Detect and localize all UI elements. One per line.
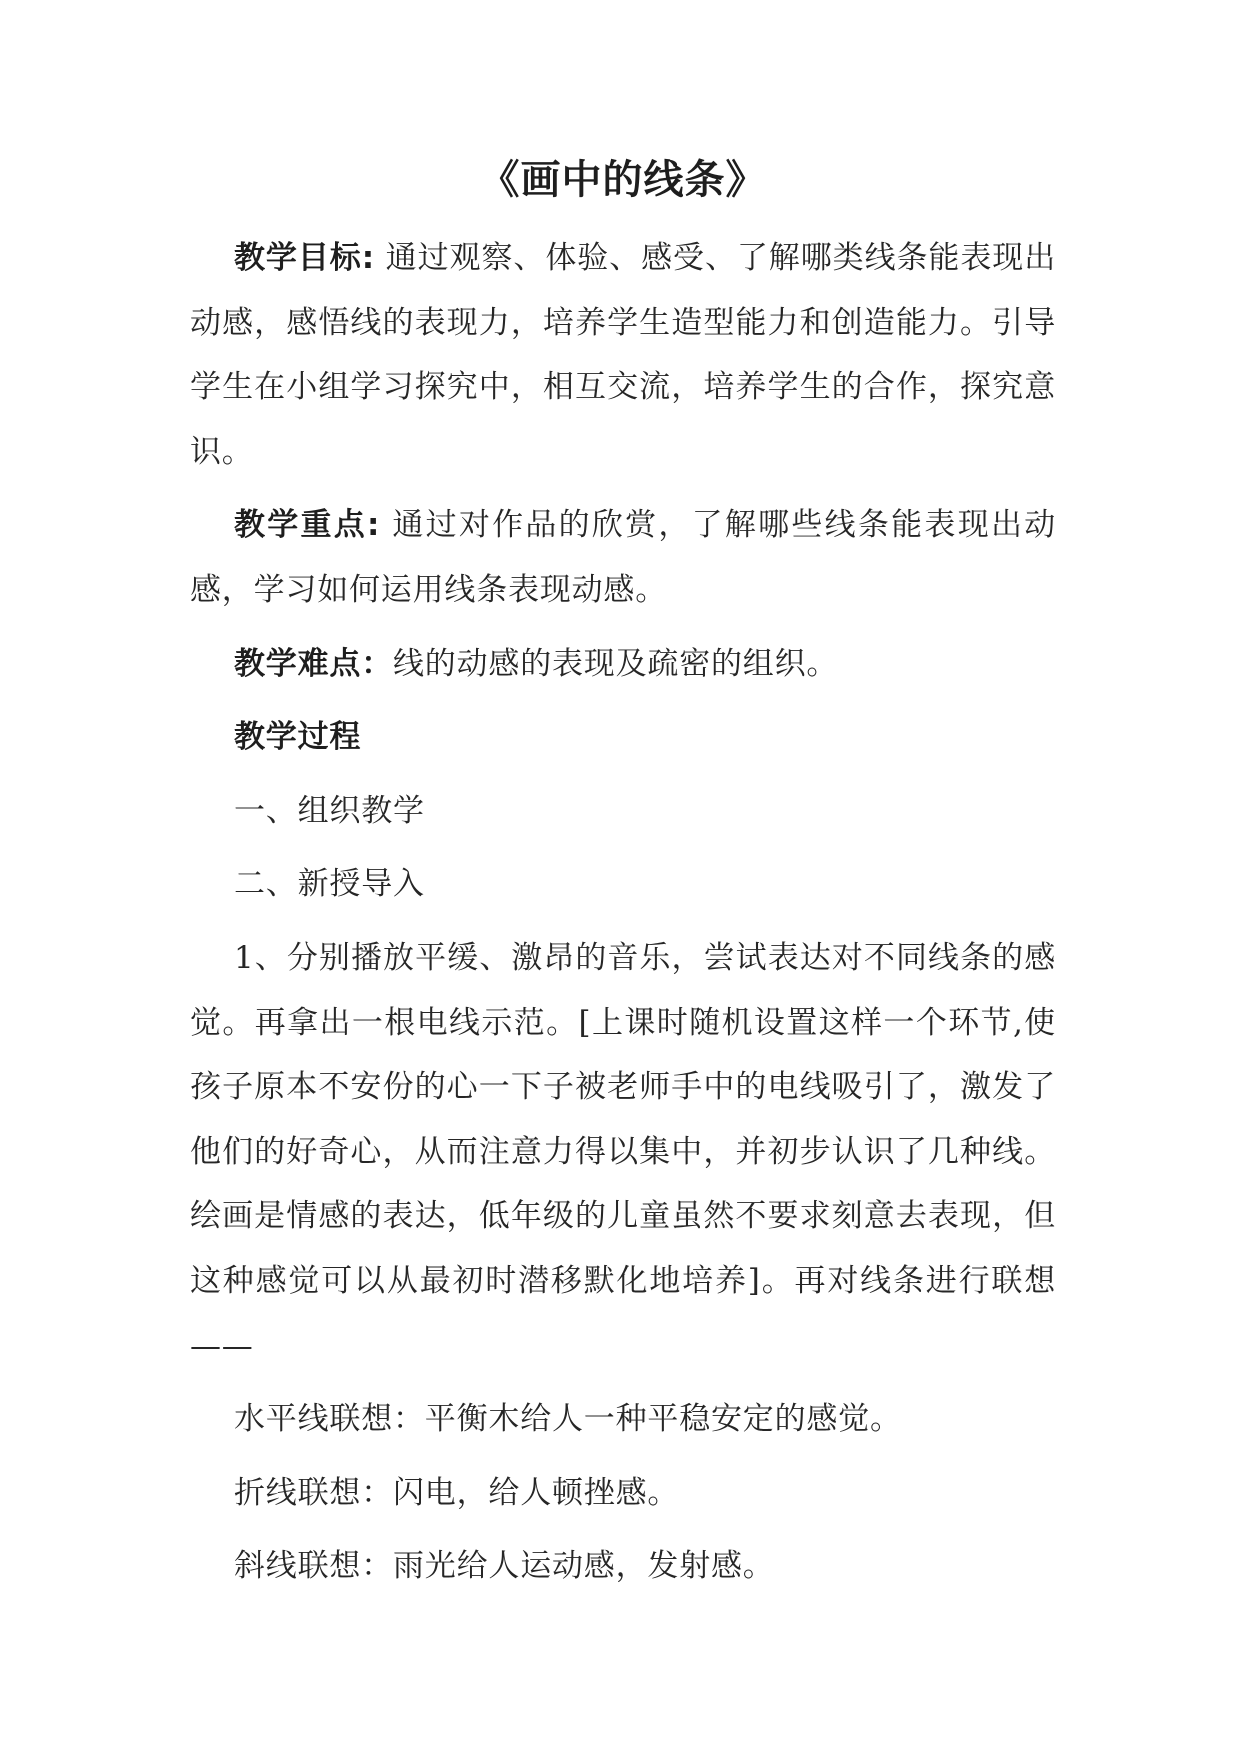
key-points-paragraph <box>190 493 1056 622</box>
process-heading: 教学过程 <box>234 719 362 756</box>
difficulties-text: 线的动感的表现及疏密的组织。 <box>393 645 839 682</box>
key-points-text: 通过对作品的欣赏，了解哪些线条能表现出动感，学习如何运用线条表现动感。 <box>190 507 1057 608</box>
objectives-label: 教学目标: <box>234 240 375 276</box>
document-title: 《画中的线条》 <box>479 157 767 203</box>
difficulties-label: 教学难点： <box>234 645 393 682</box>
difficulties-paragraph <box>190 632 1056 697</box>
horizontal-line-association: 水平线联想：平衡木给人一种平稳安定的感觉。 <box>234 1401 902 1438</box>
key-points-label: 教学重点: <box>234 507 381 544</box>
zigzag-line-association: 折线联想：闪电，给人顿挫感。 <box>234 1474 680 1511</box>
step-organize-teaching: 一、组织教学 <box>234 792 425 829</box>
objectives-text: 通过观察、体验、感受、了解哪类线条能表现出动感，感悟线的表现力，培养学生造型能力和创造能力。引导学生在小组学习探究中，相互交流，培养学生的合作，探究意识。 <box>190 240 1056 470</box>
step-new-lesson-intro: 二、新授导入 <box>234 866 425 903</box>
objectives-paragraph <box>190 226 1056 484</box>
document-body <box>190 148 1056 1608</box>
music-activity-paragraph: 1、分别播放平缓、激昂的音乐，尝试表达对不同线条的感觉。再拿出一根电线示范。[上课时随机设置这样一个环节,使孩子原本不安份的心一下子被老师手中的电线吸引了，激发了他们的好奇心，从而注意力得以集中，并初步认识了几种线。绘画是情感的表达，低年级的儿童虽然不要求刻意去表现，但这种感觉可以从最初时潜移默化地培养]。再对线条进行联想—— <box>190 939 1056 1364</box>
diagonal-line-association: 斜线联想：雨光给人运动感，发射感。 <box>234 1548 775 1585</box>
